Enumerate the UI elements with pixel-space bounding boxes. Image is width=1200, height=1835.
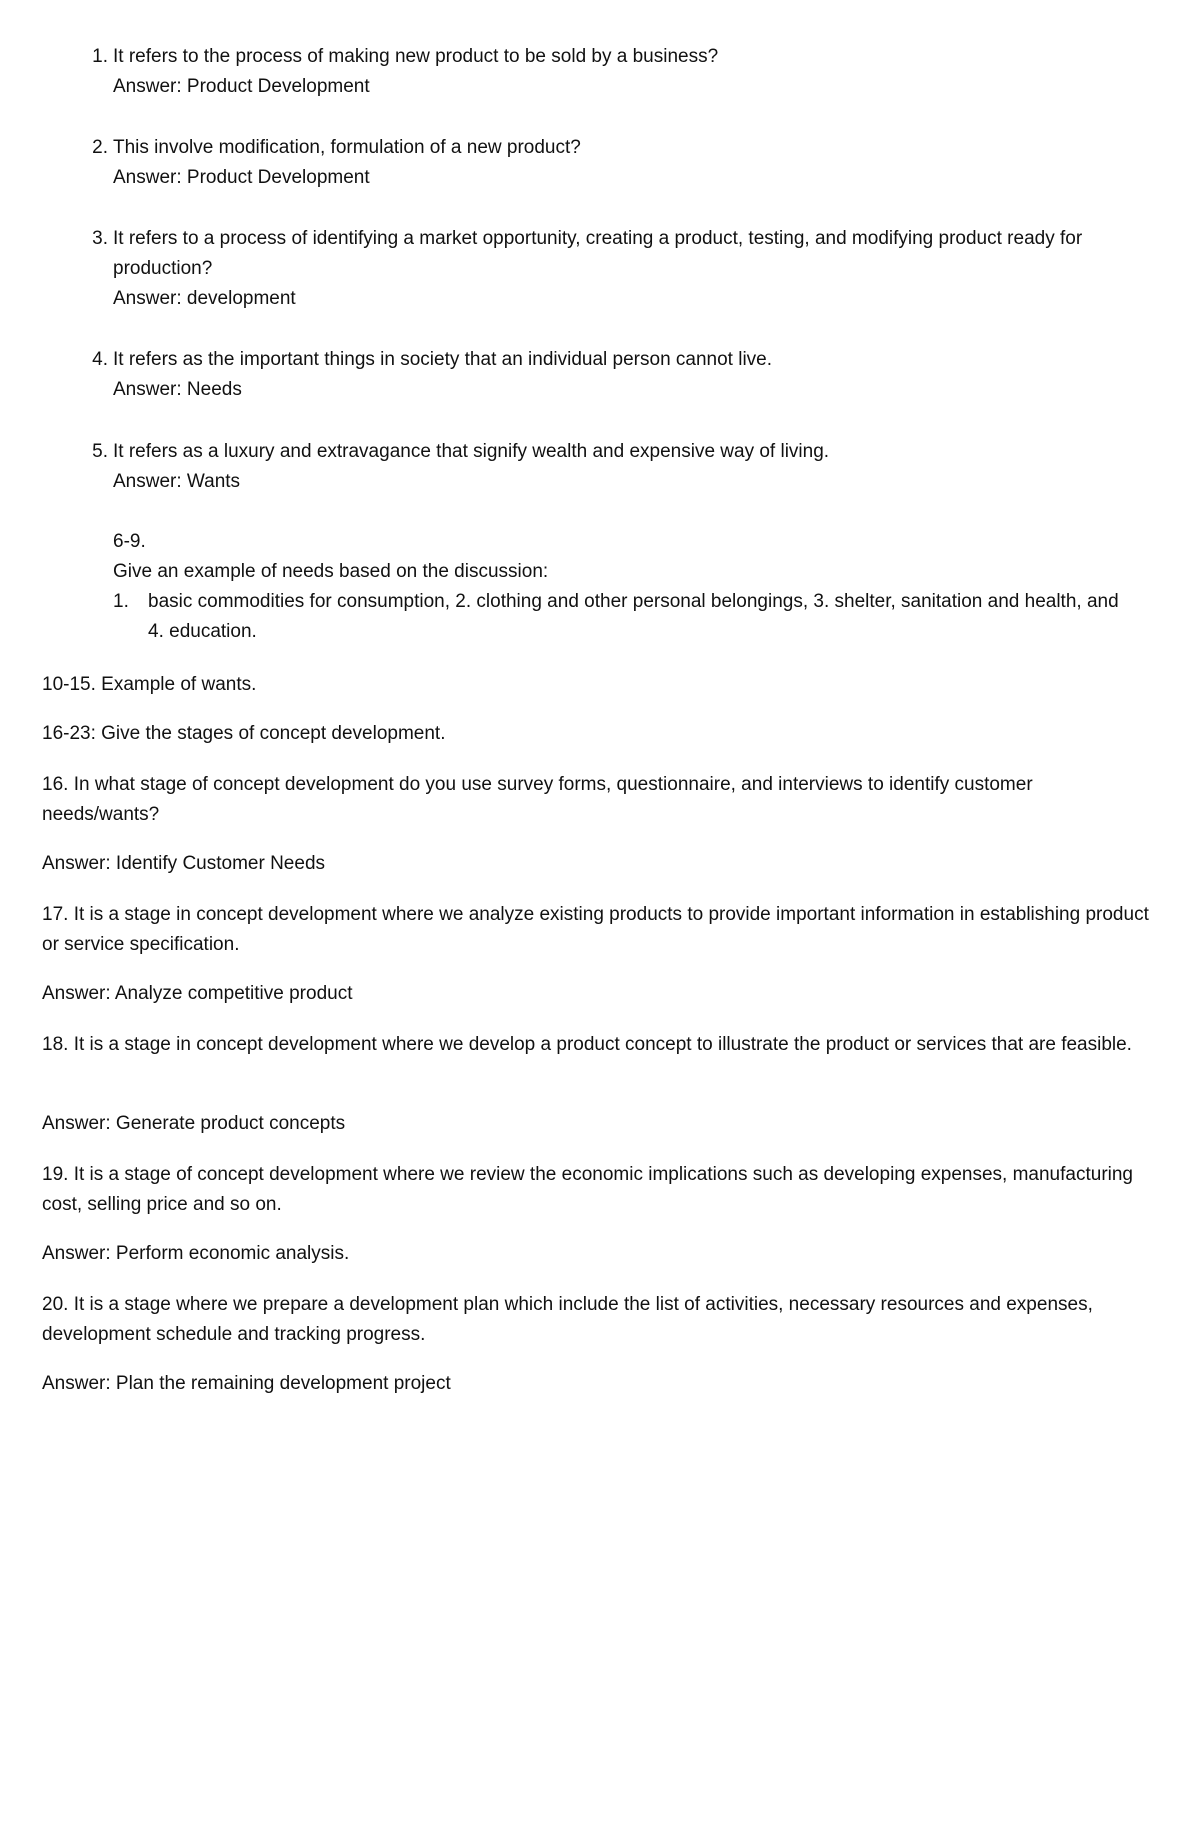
paragraph-answer-18: Answer: Generate product concepts	[42, 1113, 346, 1134]
answer-text: Answer: Needs	[113, 379, 242, 400]
question-text: It refers as the important things in society that an individual person cannot live.	[113, 349, 773, 370]
answer-text: Answer: Wants	[113, 471, 241, 492]
paragraph-concept-stages: 16-23: Give the stages of concept development.	[42, 723, 446, 744]
needs-examples-block	[113, 527, 1133, 647]
needs-list-text: basic commodities for consumption, 2. clothing and other personal belongings, 3. shelter, sanitation and health, and 4. education.	[148, 591, 1119, 642]
paragraph-answer-17: Answer: Analyze competitive product	[42, 983, 353, 1004]
question-text: It refers to the process of making new product to be sold by a business?	[113, 46, 719, 67]
item-number: 1.	[92, 46, 108, 67]
paragraph-question-16: 16. In what stage of concept development do you use survey forms, questionnaire, and interviews to identify customer needs/wants?	[42, 774, 1033, 825]
question-item-2	[78, 133, 1158, 193]
question-item-1	[78, 42, 1158, 102]
needs-prompt: Give an example of needs based on the discussion:	[113, 561, 549, 582]
paragraph-question-18: 18. It is a stage in concept development where we develop a product concept to illustrate the product or services that are feasible.	[42, 1034, 1132, 1055]
item-number: 3.	[92, 228, 108, 249]
answer-text: Answer: Product Development	[113, 167, 370, 188]
question-text: This involve modification, formulation of a new product?	[113, 137, 581, 158]
paragraph-answer-19: Answer: Perform economic analysis.	[42, 1243, 350, 1264]
question-text: It refers to a process of identifying a market opportunity, creating a product, testing, and modifying product ready for production?	[113, 228, 1083, 279]
paragraph-wants-examples: 10-15. Example of wants.	[42, 674, 257, 695]
answer-text: Answer: Product Development	[113, 76, 370, 97]
question-item-3	[78, 224, 1158, 314]
paragraph-answer-16: Answer: Identify Customer Needs	[42, 853, 326, 874]
item-number: 4.	[92, 349, 108, 370]
paragraph-answer-20: Answer: Plan the remaining development project	[42, 1373, 451, 1394]
paragraph-question-19: 19. It is a stage of concept development where we review the economic implications such as developing expenses, manufacturing cost, selling price and so on.	[42, 1164, 1133, 1215]
paragraph-question-20: 20. It is a stage where we prepare a development plan which include the list of activities, necessary resources and expenses, development schedule and tracking progress.	[42, 1294, 1093, 1345]
needs-list-item	[113, 587, 1133, 647]
item-number: 2.	[92, 137, 108, 158]
question-item-4	[78, 345, 1158, 405]
item-number: 5.	[92, 441, 108, 462]
list-item-number: 1.	[113, 591, 129, 612]
question-item-5	[78, 437, 1158, 497]
paragraph-question-17: 17. It is a stage in concept development where we analyze existing products to provide important information in establishing product or service specification.	[42, 904, 1149, 955]
needs-range-label: 6-9.	[113, 531, 146, 552]
question-text: It refers as a luxury and extravagance that signify wealth and expensive way of living.	[113, 441, 830, 462]
answer-text: Answer: development	[113, 288, 296, 309]
